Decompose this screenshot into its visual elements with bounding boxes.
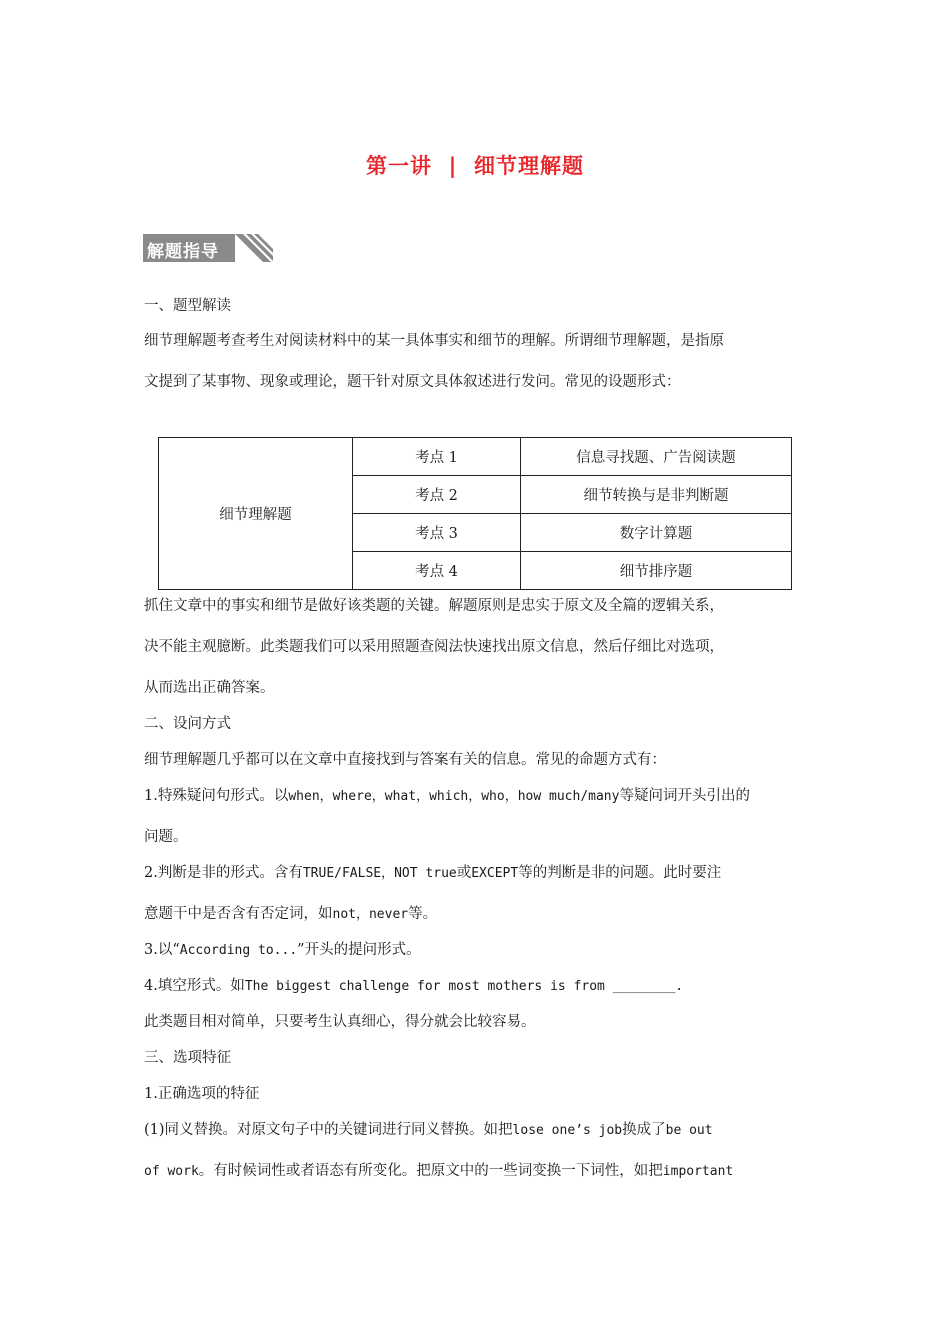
sec3-paragraph-line <box>144 1161 733 1182</box>
table-desc-cell: 细节转换与是非判断题 <box>521 476 792 514</box>
table-point-cell: 考点 3 <box>353 514 521 552</box>
sec2-paragraph-line: 细节理解题几乎都可以在文章中直接找到与答案有关的信息。常见的命题方式有： <box>144 752 666 768</box>
sec2-item-line <box>144 786 750 807</box>
sec1-paragraph-line: 细节理解题考查考生对阅读材料中的某一具体事实和细节的理解。所谓细节理解题，是指原 <box>144 333 724 349</box>
text-run: 意题干中是否含有否定词，如 <box>144 906 333 922</box>
sec2-paragraph-line: 此类题目相对简单，只要考生认真细心，得分就会比较容易。 <box>144 1014 536 1030</box>
section-1-heading: 一、题型解读 <box>144 298 231 314</box>
text-run: 等。 <box>408 906 438 922</box>
code-run: not，never <box>332 907 409 922</box>
text-run: (1)同义替换。对原文句子中的关键词进行同义替换。如把 <box>144 1122 513 1138</box>
table-row <box>159 438 792 476</box>
text-run: 1.特殊疑问句形式。以 <box>144 788 289 804</box>
text-run: 。有时候词性或者语态有所变化。把原文中的一些词变换一下词性，如把 <box>198 1163 663 1179</box>
sec1-paragraph-line: 从而选出正确答案。 <box>144 680 275 696</box>
code-run: EXCEPT <box>471 866 519 881</box>
sec2-item-line <box>144 863 721 884</box>
sec2-item-line <box>144 976 683 997</box>
table-desc-cell: 信息寻找题、广告阅读题 <box>521 438 792 476</box>
text-run: ”开头的提问形式。 <box>297 942 421 958</box>
text-run: 4.填空形式。如 <box>144 978 245 994</box>
code-run: be out <box>665 1123 713 1138</box>
code-run: when，where，what，which，who，how much/many <box>288 789 620 804</box>
text-run: 或 <box>456 865 472 881</box>
code-run: The biggest challenge for most mothers is from ________. <box>244 979 684 994</box>
question-type-table <box>158 437 792 590</box>
banner-label: 解题指导 <box>147 242 219 262</box>
code-run: According to... <box>179 943 298 958</box>
sec3-paragraph-line <box>144 1120 713 1141</box>
code-run: TRUE/FALSE，NOT true <box>302 866 457 881</box>
code-run: important <box>662 1164 734 1179</box>
table-point-cell: 考点 4 <box>353 552 521 590</box>
sec1-paragraph-line: 文提到了某事物、现象或理论，题干针对原文具体叙述进行发问。常见的设题形式： <box>144 374 681 390</box>
code-run: lose one’s job <box>512 1123 623 1138</box>
sec1-paragraph-line: 决不能主观臆断。此类题我们可以采用照题查阅法快速找出原文信息，然后仔细比对选项， <box>144 639 724 655</box>
text-run: 等的判断是非的问题。此时要注 <box>518 865 722 881</box>
section-3-heading: 三、选项特征 <box>144 1050 231 1066</box>
text-run: 等疑问词开头引出的 <box>619 788 750 804</box>
sec1-paragraph-line: 抓住文章中的事实和细节是做好该类题的关键。解题原则是忠实于原文及全篇的逻辑关系， <box>144 598 724 614</box>
section-2-heading: 二、设问方式 <box>144 716 231 732</box>
table-desc-cell: 数字计算题 <box>521 514 792 552</box>
table-main-cell: 细节理解题 <box>159 438 353 590</box>
text-run: 3.以“ <box>144 942 180 958</box>
table-point-cell: 考点 1 <box>353 438 521 476</box>
sec2-item-line: 问题。 <box>144 829 188 845</box>
sec3-subheading: 1.正确选项的特征 <box>144 1086 260 1102</box>
code-run: of work <box>144 1164 199 1179</box>
table-desc-cell: 细节排序题 <box>521 552 792 590</box>
section-banner <box>143 234 273 264</box>
sec2-item-line <box>144 940 421 961</box>
text-run: 2.判断是非的形式。含有 <box>144 865 303 881</box>
table-point-cell: 考点 2 <box>353 476 521 514</box>
text-run: 换成了 <box>622 1122 666 1138</box>
page-title: 第一讲 | 细节理解题 <box>366 154 584 178</box>
sec2-item-line <box>144 904 437 925</box>
